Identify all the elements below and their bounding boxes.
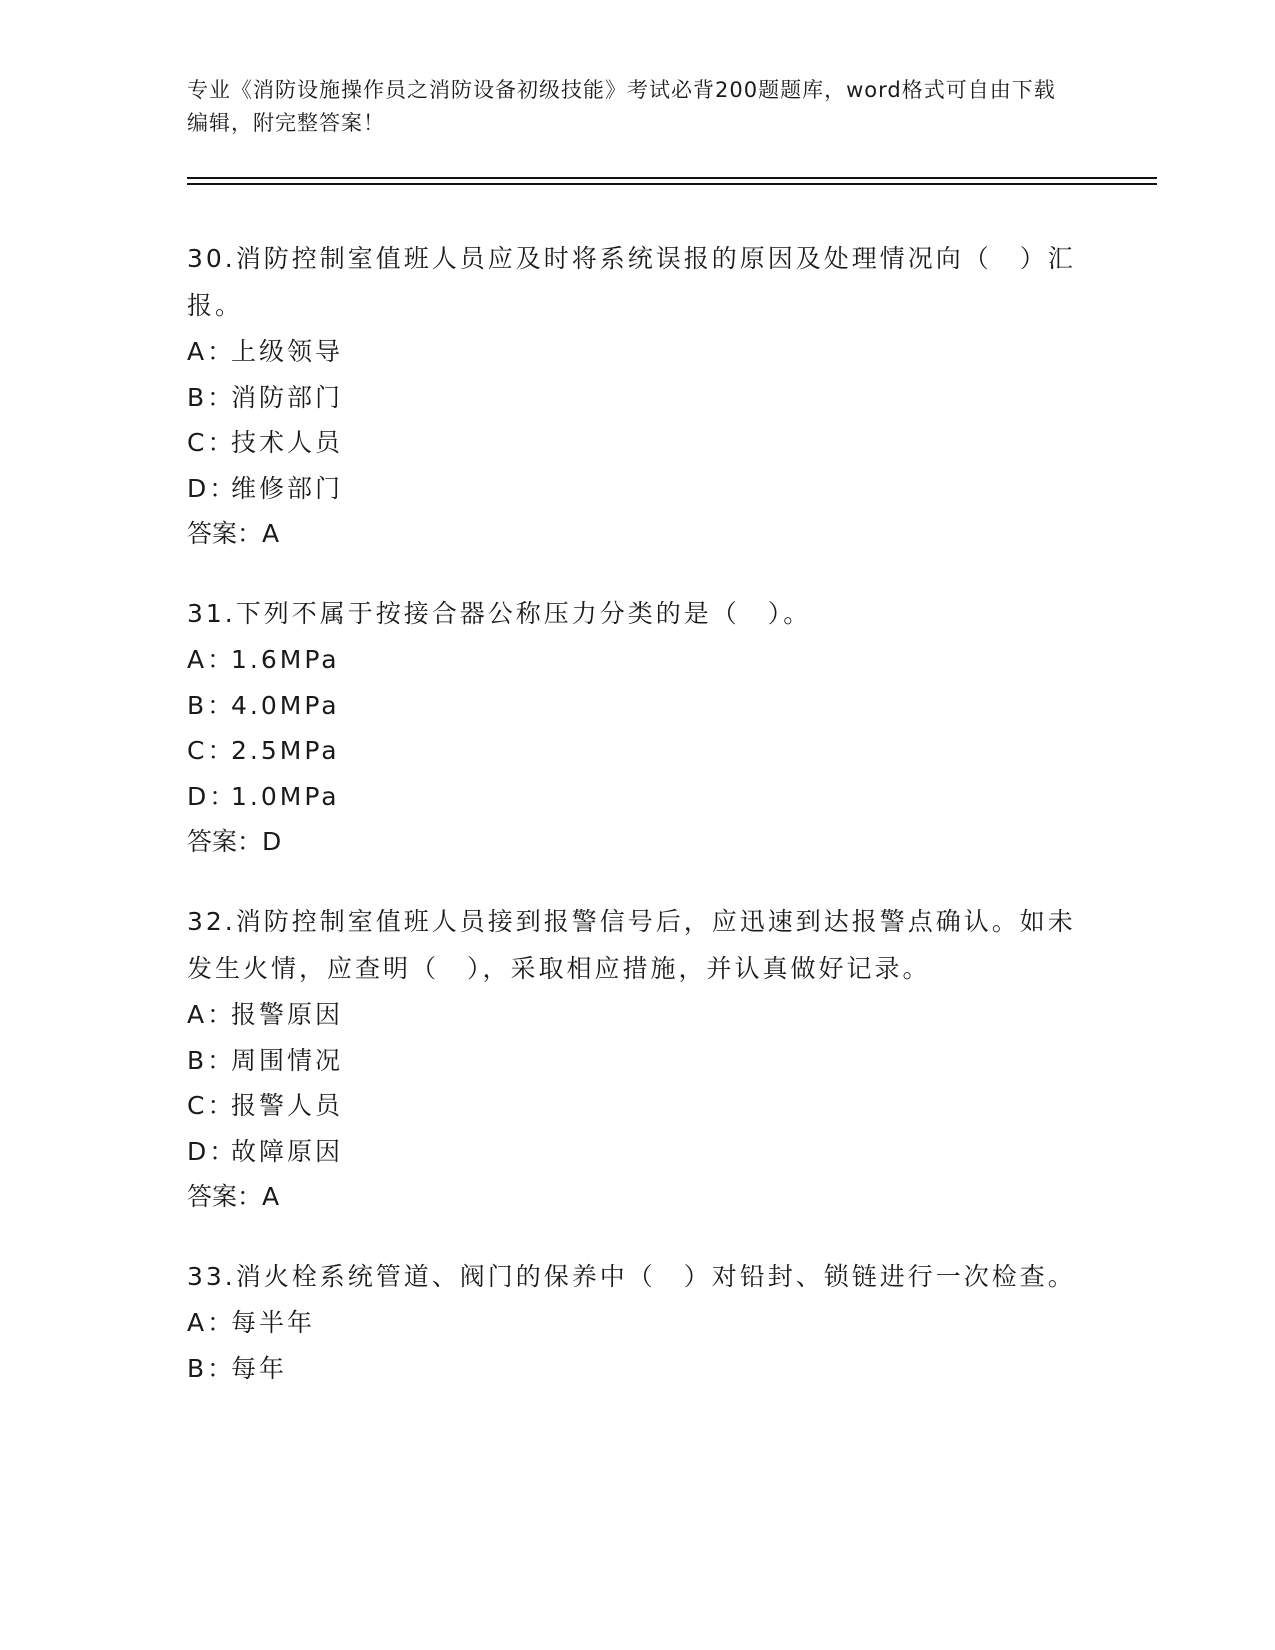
option-key: A： bbox=[187, 1000, 236, 1029]
option-a bbox=[187, 637, 1087, 683]
option-text: 每年 bbox=[231, 1353, 288, 1383]
document-intro: 专业《消防设施操作员之消防设备初级技能》考试必背200题题库，word格式可自由下载编辑，附完整答案！ bbox=[187, 78, 1056, 135]
option-key: A： bbox=[187, 337, 236, 366]
question-33 bbox=[187, 1253, 1087, 1391]
option-key: B： bbox=[187, 1045, 236, 1075]
option-text: 每半年 bbox=[231, 1308, 316, 1337]
option-key: C： bbox=[187, 736, 236, 765]
option-text: 报警原因 bbox=[231, 1000, 344, 1029]
option-key: C： bbox=[187, 428, 236, 457]
option-text: 技术人员 bbox=[231, 428, 344, 457]
option-text: 消防部门 bbox=[231, 382, 344, 412]
option-key: B： bbox=[187, 690, 236, 720]
question-stem: 32.消防控制室值班人员接到报警信号后，应迅速到达报警点确认。如未发生火情，应查明（ ），采取相应措施，并认真做好记录。 bbox=[187, 907, 1076, 983]
option-b bbox=[187, 683, 1087, 729]
option-b bbox=[187, 375, 1087, 421]
header-divider-top bbox=[187, 177, 1157, 179]
option-key: D： bbox=[187, 473, 238, 503]
option-c bbox=[187, 728, 1087, 774]
answer-line bbox=[187, 1174, 1087, 1220]
answer-line bbox=[187, 819, 1087, 865]
option-b bbox=[187, 1346, 1087, 1392]
option-text: 2.5MPa bbox=[231, 736, 340, 765]
option-d bbox=[187, 466, 1087, 512]
question-stem: 30.消防控制室值班人员应及时将系统误报的原因及处理情况向（ ）汇报。 bbox=[187, 244, 1076, 320]
header-divider-bottom bbox=[187, 183, 1157, 185]
option-key: A： bbox=[187, 645, 236, 674]
option-text: 维修部门 bbox=[231, 473, 344, 503]
question-30 bbox=[187, 235, 1087, 557]
option-key: B： bbox=[187, 1353, 236, 1383]
answer-value: D bbox=[262, 827, 282, 856]
option-text: 1.6MPa bbox=[231, 645, 340, 674]
answer-value: A bbox=[262, 1182, 280, 1211]
option-c bbox=[187, 420, 1087, 466]
option-d bbox=[187, 1129, 1087, 1175]
question-stem: 33.消火栓系统管道、阀门的保养中（ ）对铅封、锁链进行一次检查。 bbox=[187, 1262, 1076, 1291]
question-32 bbox=[187, 898, 1087, 1220]
question-list bbox=[187, 235, 1087, 1424]
option-key: D： bbox=[187, 781, 238, 811]
option-c bbox=[187, 1083, 1087, 1129]
option-text: 1.0MPa bbox=[231, 781, 340, 811]
option-d bbox=[187, 774, 1087, 820]
answer-label: 答案： bbox=[187, 827, 263, 856]
option-text: 周围情况 bbox=[231, 1045, 344, 1075]
option-key: B： bbox=[187, 382, 236, 412]
option-text: 报警人员 bbox=[231, 1091, 344, 1120]
option-a bbox=[187, 992, 1087, 1038]
option-text: 4.0MPa bbox=[231, 690, 340, 720]
option-key: A： bbox=[187, 1308, 236, 1337]
option-text: 上级领导 bbox=[231, 337, 344, 366]
option-b bbox=[187, 1038, 1087, 1084]
answer-value: A bbox=[262, 519, 280, 548]
option-a bbox=[187, 329, 1087, 375]
answer-label: 答案： bbox=[187, 1182, 263, 1211]
option-key: C： bbox=[187, 1091, 236, 1120]
question-stem: 31.下列不属于按接合器公称压力分类的是（ ）。 bbox=[187, 599, 812, 628]
question-31 bbox=[187, 590, 1087, 865]
option-a bbox=[187, 1300, 1087, 1346]
answer-line bbox=[187, 511, 1087, 557]
answer-label: 答案： bbox=[187, 519, 263, 548]
option-text: 故障原因 bbox=[231, 1136, 344, 1166]
option-key: D： bbox=[187, 1136, 238, 1166]
